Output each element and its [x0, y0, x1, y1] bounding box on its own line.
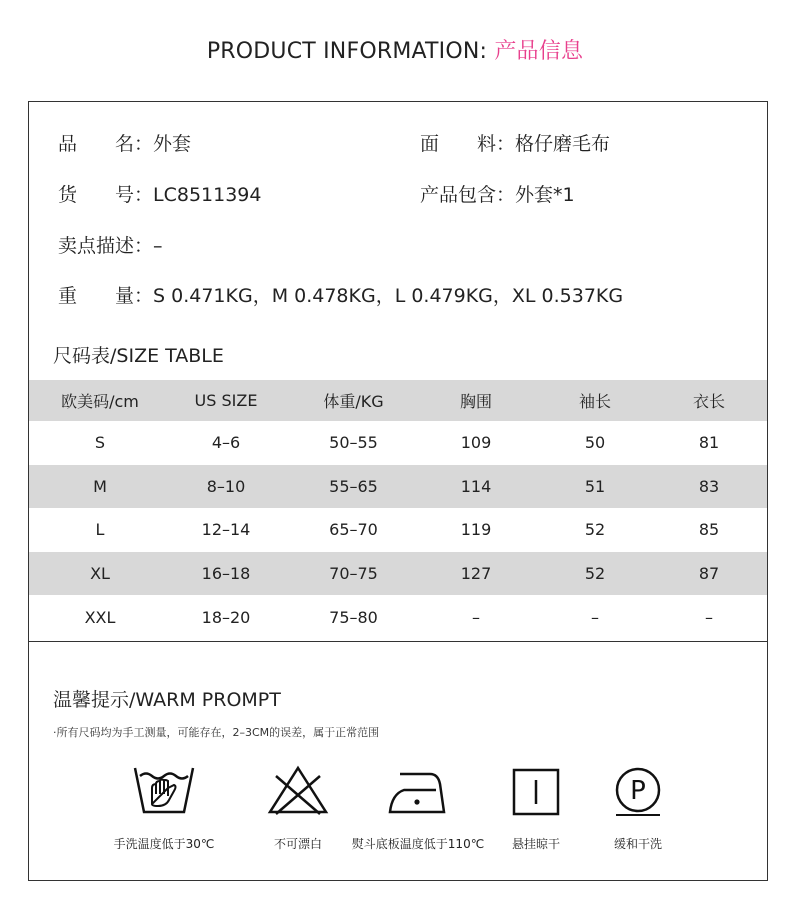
size-table-header-cell: 胸围 [459, 392, 492, 411]
info-sku [58, 180, 262, 207]
table-cell: 87 [698, 564, 720, 584]
line-dry-icon [504, 764, 568, 816]
info-contents-value: 外套*1 [515, 184, 575, 206]
info-fabric [420, 129, 610, 156]
table-row [29, 595, 767, 639]
size-table-header [29, 380, 767, 421]
table-cell: 18–20 [201, 607, 251, 627]
care-item-no-bleach [238, 764, 358, 851]
table-cell: 83 [698, 476, 720, 496]
info-weight-key: 重 量： [58, 285, 154, 307]
table-cell: XXL [84, 607, 116, 627]
info-selling-key: 卖点描述： [58, 235, 154, 257]
care-item-dry-clean [578, 764, 698, 851]
iron-icon [386, 764, 450, 816]
warm-prompt-note: ·所有尺码均为手工测量，可能存在，2–3CM的误差，属于正常范围 [53, 726, 380, 739]
header-title-cn: 产品信息 [494, 39, 584, 64]
table-cell: 16–18 [201, 564, 251, 584]
table-cell: – [472, 607, 480, 627]
table-row [29, 552, 767, 596]
size-table-header-cell: 袖长 [578, 392, 611, 411]
table-cell: 109 [460, 433, 492, 453]
table-cell: XL [90, 564, 110, 584]
info-name [58, 129, 191, 156]
info-selling [58, 231, 163, 258]
info-contents-key: 产品包含： [420, 184, 516, 206]
size-table-header-cell: 衣长 [692, 392, 725, 411]
table-cell: 52 [584, 564, 606, 584]
info-weight-value: S 0.471KG，M 0.478KG，L 0.479KG，XL 0.537KG [153, 285, 624, 307]
info-name-key: 品 名： [58, 133, 154, 155]
dry-clean-icon [606, 764, 670, 816]
care-label: 缓和干洗 [613, 837, 662, 851]
care-label: 悬挂晾干 [511, 837, 560, 851]
table-row [29, 421, 767, 465]
table-cell: 50 [584, 433, 606, 453]
table-cell: 8–10 [206, 476, 246, 496]
care-item-iron [351, 764, 485, 851]
table-cell: – [591, 607, 599, 627]
table-cell: 51 [584, 476, 606, 496]
no-bleach-icon [266, 764, 330, 816]
table-cell: 65–70 [329, 520, 378, 540]
table-cell: 12–14 [201, 520, 251, 540]
info-selling-value: – [153, 235, 163, 257]
table-cell: 81 [698, 433, 720, 453]
table-cell: – [705, 607, 713, 627]
table-row [29, 465, 767, 509]
table-cell: 4–6 [211, 433, 241, 453]
table-cell: 127 [460, 564, 492, 584]
care-item-hand-wash [104, 764, 224, 851]
table-cell: 114 [460, 476, 492, 496]
table-cell: S [94, 433, 106, 453]
info-sku-value: LC8511394 [153, 184, 262, 206]
table-row [29, 508, 767, 552]
size-table-header-cell: 欧美码/cm [61, 392, 139, 411]
table-cell: L [95, 520, 105, 540]
header-title-en: PRODUCT INFORMATION: [206, 39, 488, 64]
warm-prompt-title: 温馨提示/WARM PROMPT [53, 689, 281, 711]
size-table [29, 380, 767, 639]
table-cell: 75–80 [329, 607, 378, 627]
svg-text:P: P [630, 776, 646, 806]
info-sku-key: 货 号： [58, 184, 154, 206]
size-table-header-cell: 体重/KG [323, 392, 384, 411]
table-cell: 50–55 [329, 433, 378, 453]
care-label: 手洗温度低于30℃ [113, 837, 215, 851]
table-cell: 119 [460, 520, 492, 540]
table-cell: M [93, 476, 107, 496]
table-cell: 55–65 [329, 476, 378, 496]
table-cell: 52 [584, 520, 606, 540]
table-cell: 70–75 [329, 564, 378, 584]
info-name-value: 外套 [153, 133, 192, 155]
size-table-header-cell: US SIZE [194, 391, 258, 410]
hand-wash-icon [132, 764, 196, 816]
table-cell: 85 [698, 520, 720, 540]
info-contents [420, 180, 575, 207]
care-label: 不可漂白 [273, 837, 322, 851]
size-table-title: 尺码表/SIZE TABLE [53, 345, 224, 367]
care-label: 熨斗底板温度低于110℃ [351, 837, 485, 851]
info-fabric-key: 面 料： [420, 133, 516, 155]
page-header [0, 34, 790, 65]
info-fabric-value: 格仔磨毛布 [515, 133, 611, 155]
info-weight [58, 281, 623, 308]
